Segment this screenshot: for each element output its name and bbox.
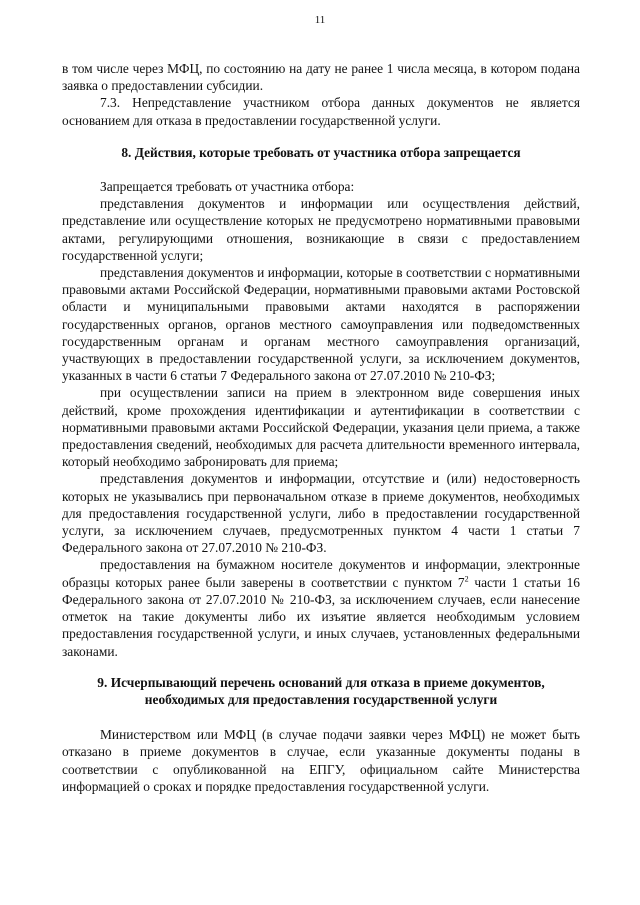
section8-item-5-superscript: 2 — [464, 574, 469, 584]
section9-heading — [62, 674, 580, 708]
page-number: 11 — [314, 14, 326, 26]
section8-item-5 — [62, 556, 580, 659]
section8-item-3: при осуществлении записи на прием в электронном виде совершения иных действий, кроме прохождения идентификации и аутентификации в соответствии с нормативными правовыми актами Российской Федерации, указания цели приема, а также предоставления сведений, необходимых для расчета длительности временного интервала, который необходимо забронировать для приема; — [62, 385, 580, 470]
section8-item-5-text-a: предоставления на бумажном носителе документов и информации, электронные образцы которых ранее были заверены в соответствии с пунктом 7 — [62, 557, 580, 590]
document-body — [62, 60, 580, 795]
clause-7-3: 7.3. Непредставление участником отбора данных документов не является основанием для отказа в предоставлении государственной услуги. — [62, 95, 580, 128]
section8-item-1: представления документов и информации или осуществления действий, представление или осуществление которых не предусмотрено нормативными правовыми актами, регулирующими отношения, возникающие в связи с предоставлением государственной услуги; — [62, 196, 580, 263]
section9-paragraph: Министерством или МФЦ (в случае подачи заявки через МФЦ) не может быть отказано в приеме документов в случае, если указанные документы поданы в соответствии с опубликованной на ЕПГУ, официальном сайте Министерства информацией о сроках и порядке предоставления государственной услуги. — [62, 727, 580, 794]
section9-heading-line-2: необходимых для предоставления государственной услуги — [144, 691, 498, 707]
section8-item-5-text-b: части 1 статьи 16 Федерального закона от 27.07.2010 № 210-ФЗ, за исключением случаев, если нанесение отметок на такие документы либо их изъятие является необходимым условием предоставления государственной услуги, и иных случаев, установленных федеральными законами. — [62, 574, 580, 659]
section7-continuation: в том числе через МФЦ, по состоянию на дату не ранее 1 числа месяца, в котором подана заявка о предоставлении субсидии. — [62, 61, 580, 94]
section8-heading: 8. Действия, которые требовать от участника отбора запрещается — [121, 144, 521, 160]
section8-item-2: представления документов и информации, которые в соответствии с нормативными правовыми актами Российской Федерации, нормативными правовыми актами Ростовской области и муниципальными правовыми актами находятся в распоряжении государственных органов, органов местного самоуправления или подведомственных государственным органам и органам местного самоуправления организаций, участвующих в предоставлении государственной услуги, за исключением документов, указанных в части 6 статьи 7 Федерального закона от 27.07.2010 № 210-ФЗ; — [62, 265, 580, 384]
section8-intro: Запрещается требовать от участника отбора: — [100, 179, 355, 195]
section8-item-4: представления документов и информации, отсутствие и (или) недостоверность которых не указывались при первоначальном отказе в приеме документов, необходимых для предоставления государственной услуги, либо в предоставлении государственной услуги, за исключением случаев, предусмотренных пунктом 4 части 1 статьи 7 Федерального закона от 27.07.2010 № 210-ФЗ. — [62, 471, 580, 556]
section9-heading-line-1: 9. Исчерпывающий перечень оснований для отказа в приеме документов, — [97, 674, 545, 690]
